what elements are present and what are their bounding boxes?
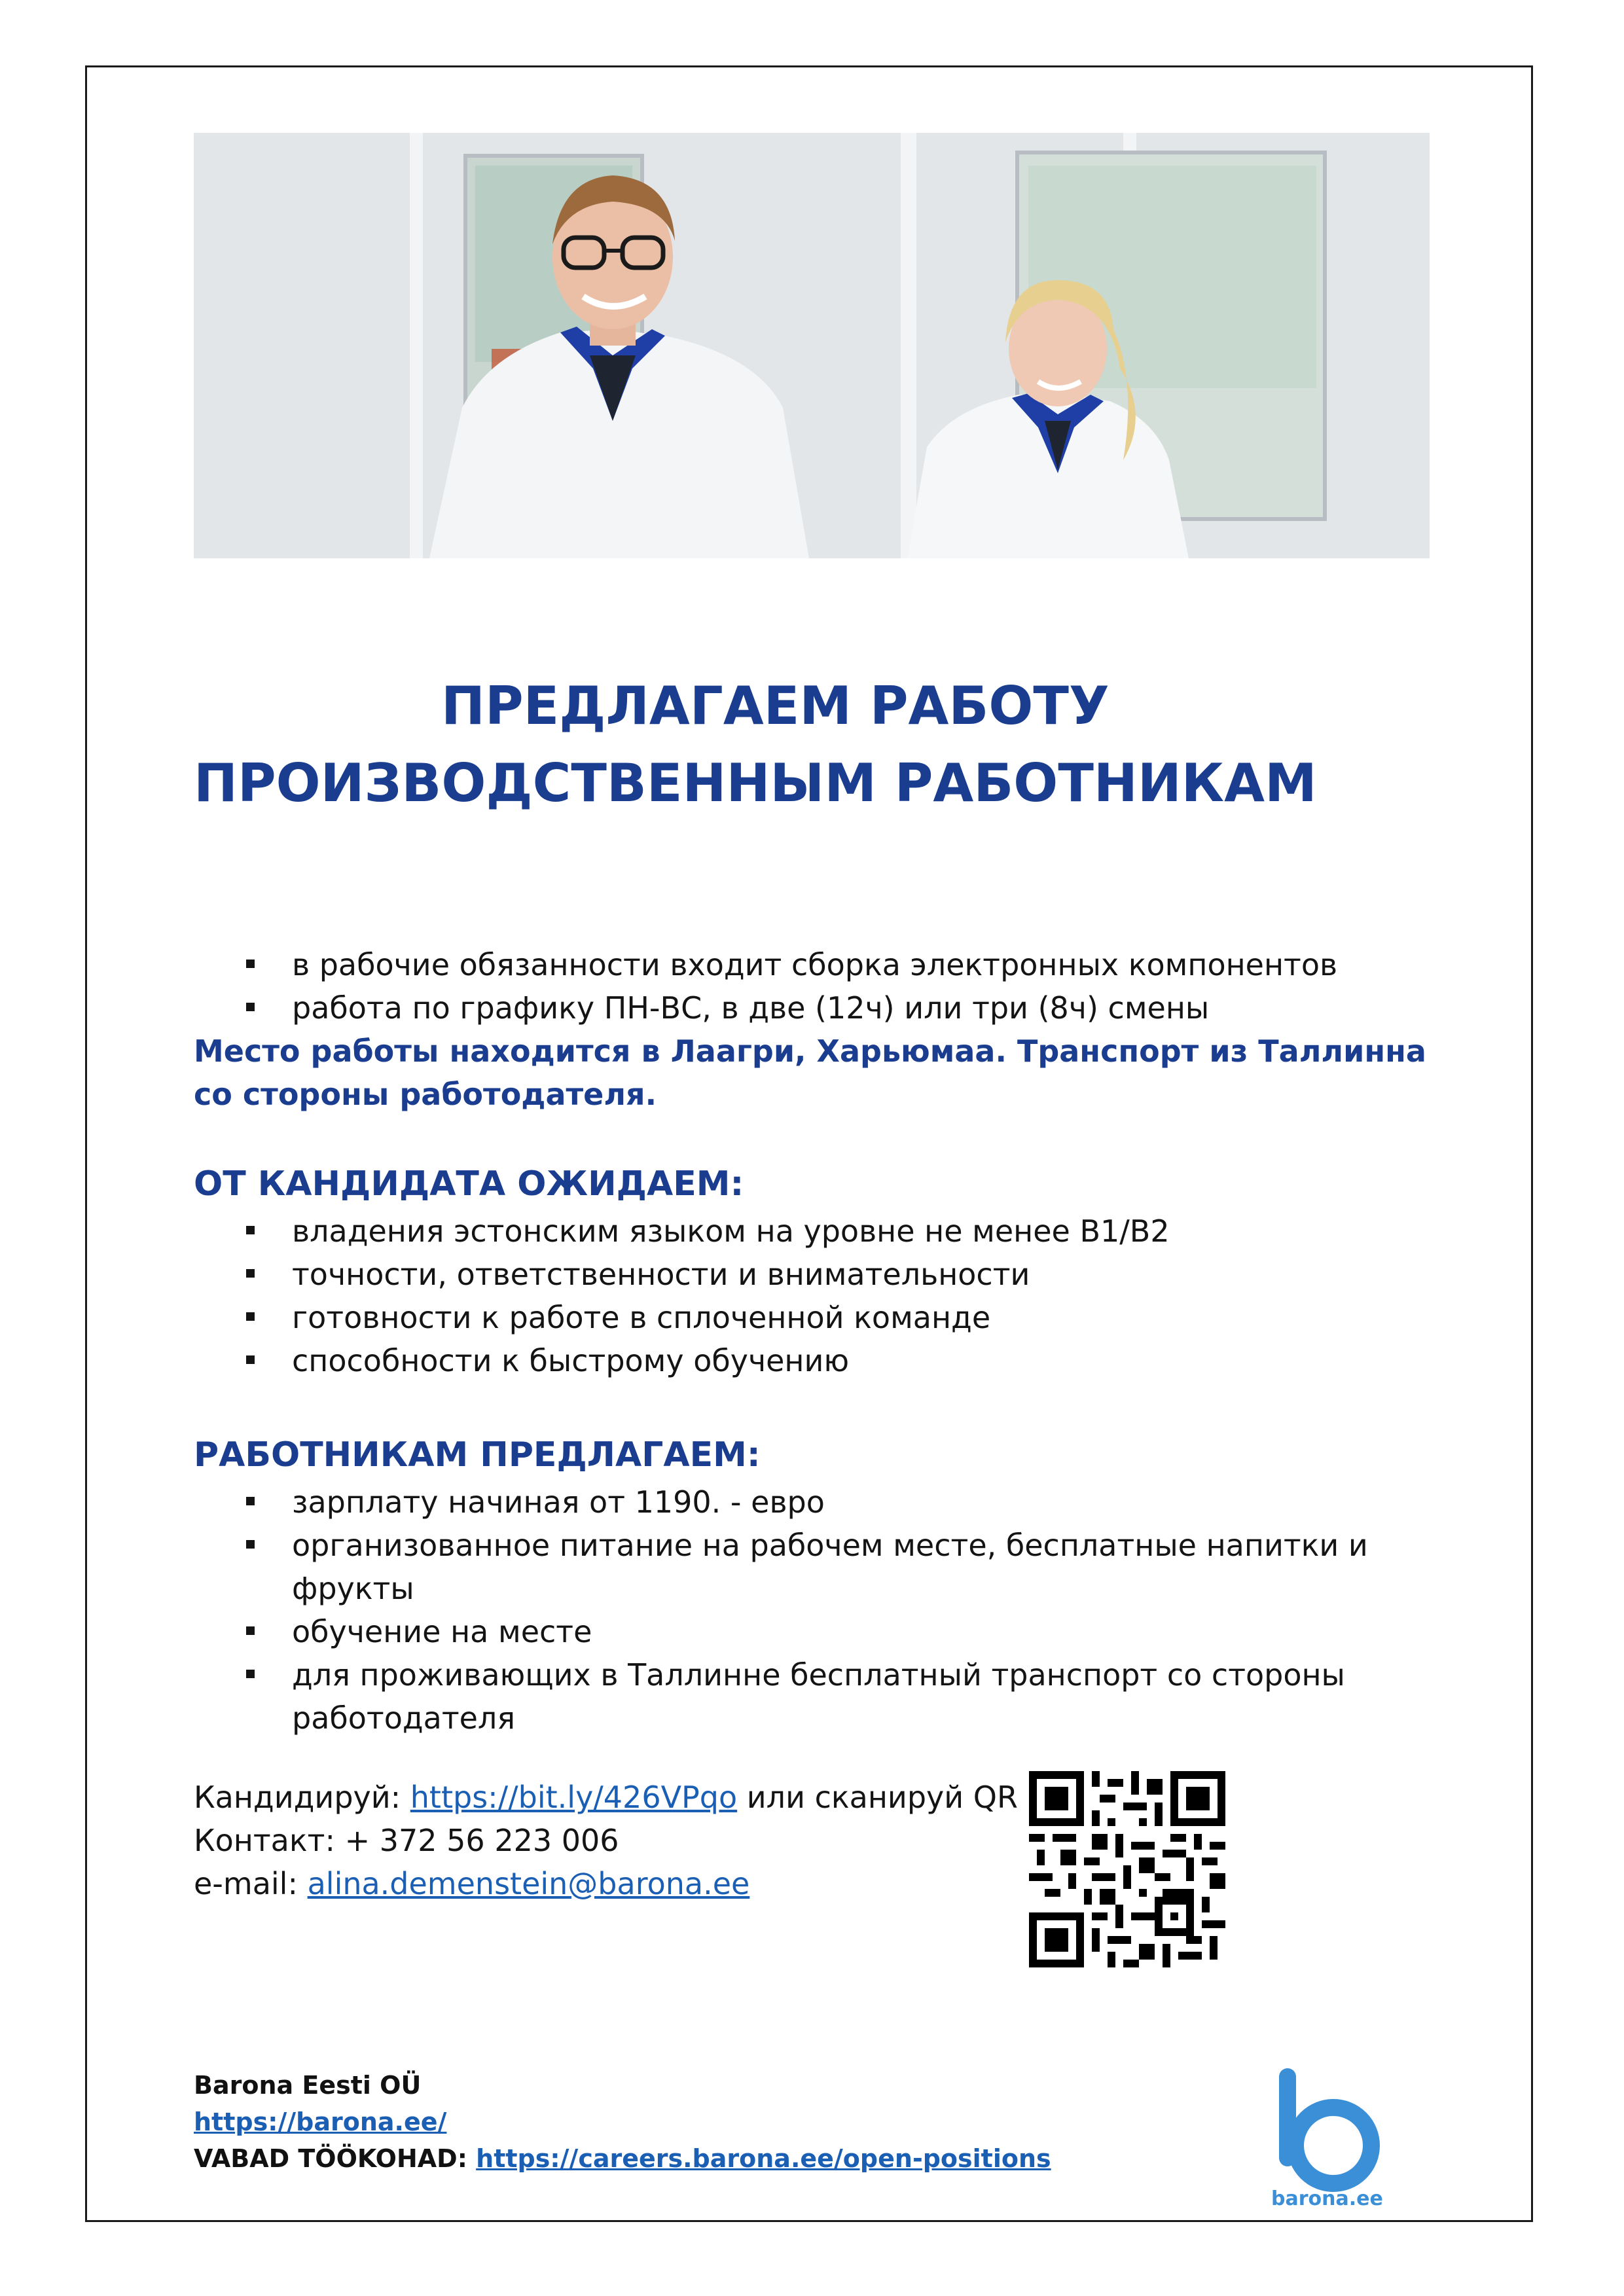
offer-heading: РАБОТНИКАМ ПРЕДЛАГАЕМ: [194,1435,761,1475]
company-name: Barona Eesti OÜ [194,2071,422,2100]
list-item: для проживающих в Таллинне бесплатный транспорт со стороны [194,1653,1437,1696]
offer-section [194,1432,1437,1740]
email-label: e-mail: [194,1866,298,1901]
list-item: готовности к работе в сплоченной команде [194,1296,1437,1339]
list-item: работа по графику ПН-ВС, в две (12ч) или три (8ч) смены [194,986,1437,1030]
title-line-1: ПРЕДЛАГАЕМ РАБОТУ [441,675,1110,736]
location-note [194,1030,1437,1116]
expect-heading: ОТ КАНДИДАТА ОЖИДАЕМ: [194,1164,744,1204]
location-line-1: Место работы находится в Лаагри, Харьюмаа. Транспорт из Таллинна [194,1033,1426,1069]
list-item-continuation: работодателя [292,1700,516,1736]
apply-line [194,1776,1018,1819]
duties-list [194,943,1437,1030]
phone-label: Контакт: [194,1823,335,1858]
list-item: точности, ответственности и внимательности [194,1253,1437,1296]
expect-section [194,1161,1437,1382]
jobs-line [194,2140,1051,2177]
qr-code[interactable] [1029,1771,1225,1967]
lab-workers-illustration [194,133,1430,558]
expect-list [194,1210,1437,1382]
list-item: обучение на месте [194,1610,1437,1653]
list-item: в рабочие обязанности входит сборка электронных компонентов [194,943,1437,986]
apply-label: Кандидируй: [194,1780,401,1815]
hero-photo [194,133,1430,558]
contact-block [194,1776,1018,1905]
email-line [194,1862,1018,1905]
title-line-2: ПРОИЗВОДСТВЕННЫМ РАБОТНИКАМ [194,753,1317,814]
page-title [194,668,1437,822]
phone-number: + 372 56 223 006 [344,1823,619,1858]
apply-suffix: или сканируй QR [746,1780,1018,1815]
offer-list [194,1480,1437,1740]
duties-section [194,943,1437,1116]
jobs-label: VABAD TÖÖKOHAD: [194,2144,467,2173]
company-site-link[interactable]: https://barona.ee/ [194,2108,447,2136]
qr-code-icon [1029,1771,1225,1967]
list-item: способности к быстрому обучению [194,1339,1437,1382]
location-line-2: со стороны работодателя. [194,1077,657,1112]
list-item: организованное питание на рабочем месте, бесплатные напитки и фрукты [194,1524,1437,1610]
list-item: владения эстонским языком на уровне не менее B1/B2 [194,1210,1437,1253]
barona-logo-icon [1271,2068,1382,2199]
apply-link[interactable]: https://bit.ly/426VPqo [410,1780,738,1815]
phone-line [194,1819,1018,1862]
footer [194,2067,1051,2177]
jobs-link[interactable]: https://careers.barona.ee/open-positions [476,2144,1051,2173]
logo-text: barona.ee [1271,2187,1383,2210]
list-item: зарплату начиная от 1190. - евро [194,1480,1437,1524]
email-link[interactable]: alina.demenstein@barona.ee [307,1866,750,1901]
